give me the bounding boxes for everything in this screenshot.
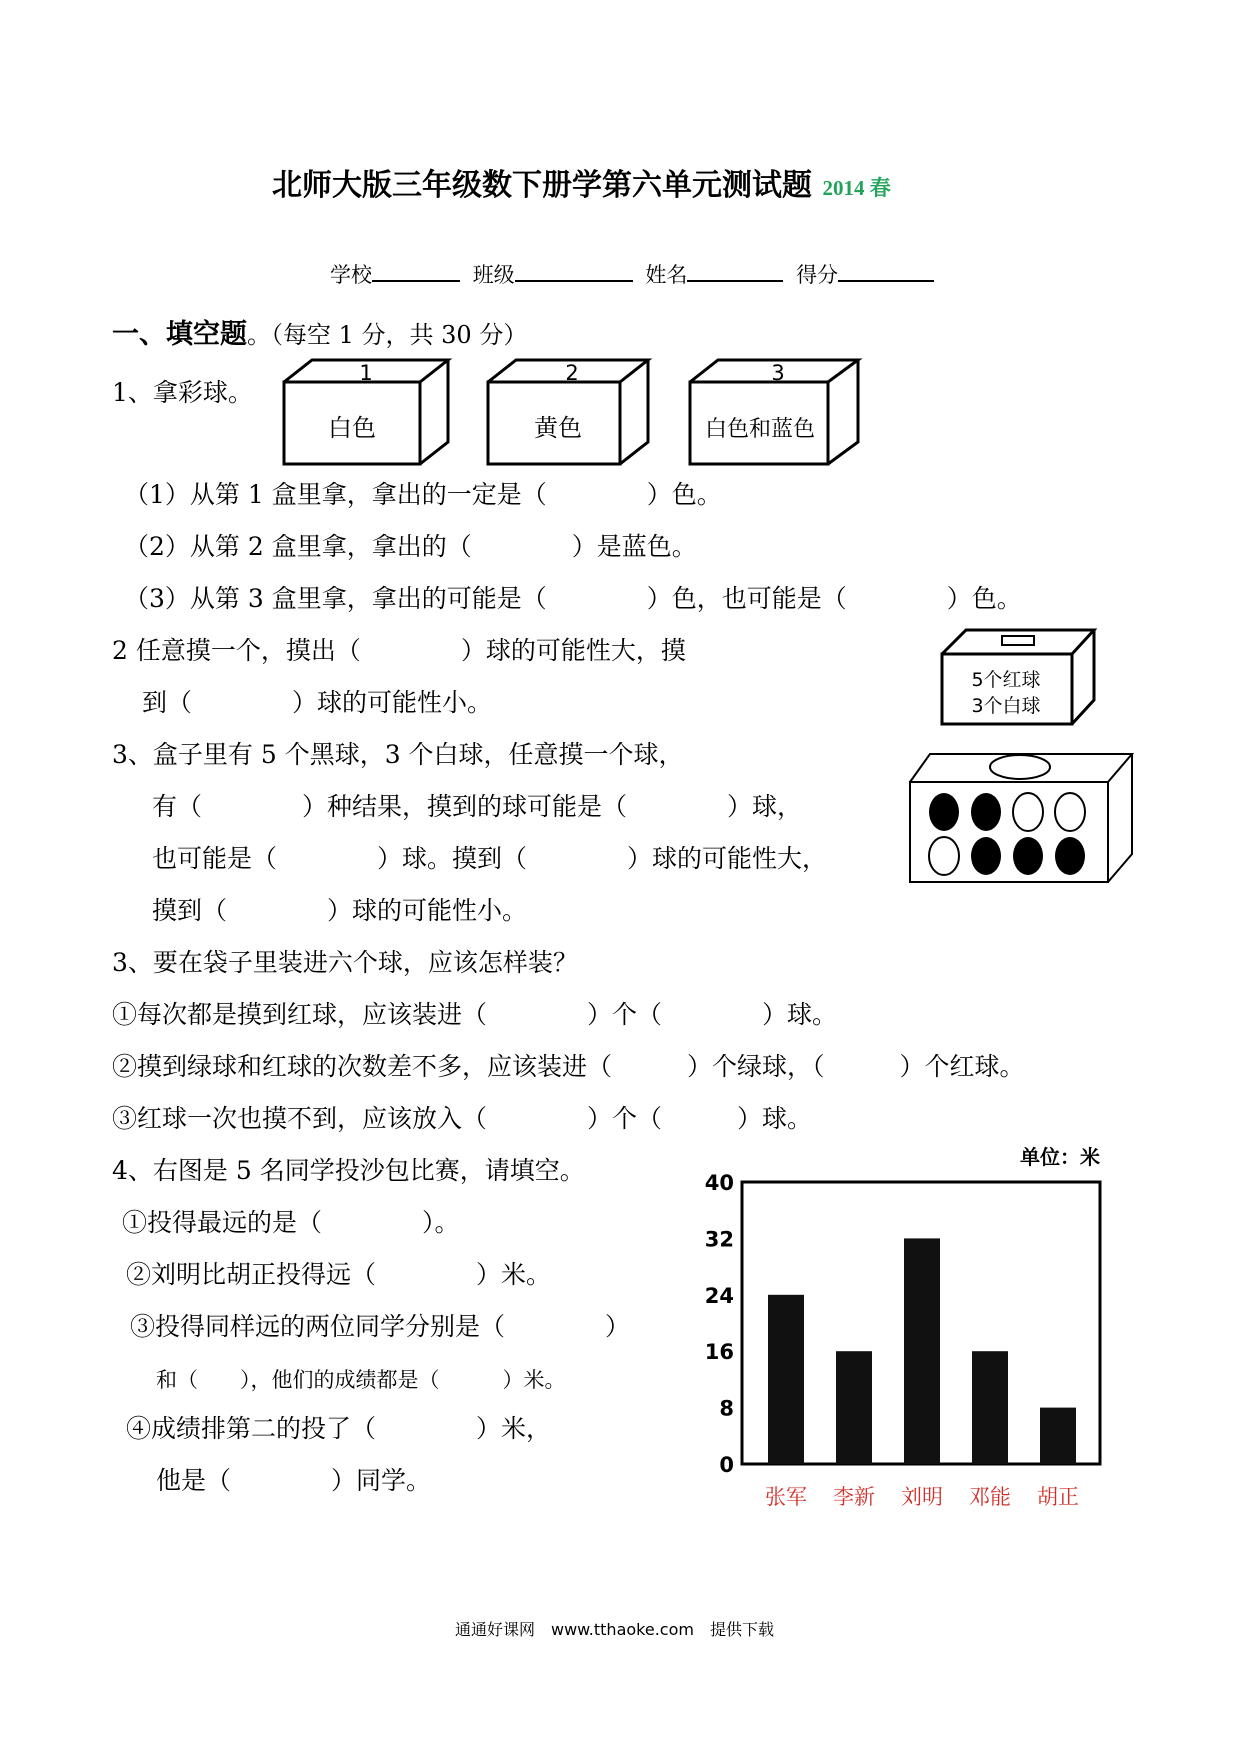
y-tick-label: 32 [704,1227,734,1252]
x-category-label: 邓能 [969,1485,1011,1509]
white-ball [929,837,959,875]
q1-line-1: （1）从第 1 盒里拿，拿出的一定是（ ）色。 [124,480,722,509]
q3-line-3: 也可能是（ ）球。摸到（ ）球的可能性大， [152,844,828,873]
q3b-line-3: ②摸到绿球和红球的次数差不多，应该装进（ ）个绿球，（ ）个红球。 [112,1052,1025,1081]
name-blank[interactable] [687,258,783,282]
q4-line-2: ①投得最远的是（ ）。 [122,1208,460,1237]
q2-line-1: 2 任意摸一个，摸出（ ）球的可能性大，摸 [112,636,686,665]
q1-line-2: （2）从第 2 盒里拿，拿出的（ ）是蓝色。 [124,532,697,561]
q4-line-3: ②刘明比胡正投得远（ ）米。 [126,1260,552,1289]
box-3-number: 3 [771,361,785,385]
x-category-label: 张军 [765,1485,807,1509]
box-3 [690,360,858,464]
black-ball [971,837,1001,875]
year-label: 2014 春 [822,176,891,200]
q3b-line-4: ③红球一次也摸不到，应该放入（ ）个（ ）球。 [112,1104,813,1133]
black-ball [1013,837,1043,875]
box-2 [488,360,648,464]
score-label: 得分 [796,263,839,287]
box-white-count: 3个白球 [971,695,1041,717]
box-red-count: 5个红球 [971,669,1041,691]
black-white-ball-box [908,750,1134,886]
bar-刘明 [904,1238,940,1464]
q1-intro: 1、拿彩球。 [112,378,253,407]
q4-line-5: 和（ ），他们的成绩都是（ ）米。 [156,1368,566,1392]
section-title: 一、填空题 [112,319,247,350]
white-ball [1055,793,1085,831]
box-3-label: 白色和蓝色 [704,417,816,442]
q3-line-4: 摸到（ ）球的可能性小。 [152,896,528,925]
box-1 [284,360,448,464]
class-blank[interactable] [515,258,633,282]
y-tick-label: 8 [719,1396,734,1421]
box-2-number: 2 [565,361,579,385]
x-category-label: 刘明 [901,1485,943,1509]
black-ball [1055,837,1085,875]
x-category-label: 李新 [833,1485,875,1509]
bar-张军 [768,1295,804,1464]
box-slot [1002,636,1034,645]
box-opening [990,755,1050,779]
bar-李新 [836,1351,872,1464]
q3b-line-1: 3、要在袋子里装进六个球，应该怎样装？ [112,948,578,977]
black-ball [971,793,1001,831]
q4-line-1: 4、右图是 5 名同学投沙包比赛，请填空。 [112,1156,585,1185]
q4-line-4: ③投得同样远的两位同学分别是（ ） [130,1312,631,1341]
q3b-line-2: ①每次都是摸到红球，应该装进（ ）个（ ）球。 [112,1000,838,1029]
red-white-ball-box [938,626,1098,728]
q3-line-2: 有（ ）种结果，摸到的球可能是（ ）球， [152,792,803,821]
footer-text: 通通好课网 www.tthaoke.com 提供下载 [455,1620,774,1639]
chart-unit-label: 单位：米 [1020,1145,1100,1169]
class-label: 班级 [472,263,515,287]
white-ball [1013,793,1043,831]
score-blank[interactable] [838,258,934,282]
q4-line-7: 他是（ ）同学。 [156,1466,432,1495]
y-tick-label: 16 [704,1340,734,1365]
q2-line-2: 到（ ）球的可能性小。 [142,688,493,717]
section-note: 。（每空 1 分，共 30 分） [247,321,528,349]
q4-line-6: ④成绩排第二的投了（ ）米， [126,1414,552,1443]
q1-line-3: （3）从第 3 盒里拿，拿出的可能是（ ）色，也可能是（ ）色。 [124,584,1022,613]
y-tick-label: 0 [719,1453,734,1477]
title-text: 北师大版三年级数下册学第六单元测试题 [272,168,812,203]
x-category-label: 胡正 [1037,1485,1079,1509]
bar-胡正 [1040,1408,1076,1464]
q3-line-1: 3、盒子里有 5 个黑球，3 个白球，任意摸一个球， [112,740,684,769]
page-title [272,160,891,204]
school-blank[interactable] [372,258,460,282]
name-label: 姓名 [645,263,688,287]
y-tick-label: 40 [704,1171,734,1195]
color-boxes-figure [270,352,870,474]
student-info-line [330,258,940,289]
bar-邓能 [972,1351,1008,1464]
box-1-number: 1 [359,361,373,385]
school-label: 学校 [330,263,372,287]
throw-distance-chart [690,1140,1130,1510]
box-1-label: 白色 [328,414,376,442]
box-2-label: 黄色 [534,414,582,442]
section-heading [112,312,527,351]
black-ball [929,793,959,831]
y-tick-label: 24 [704,1283,734,1308]
